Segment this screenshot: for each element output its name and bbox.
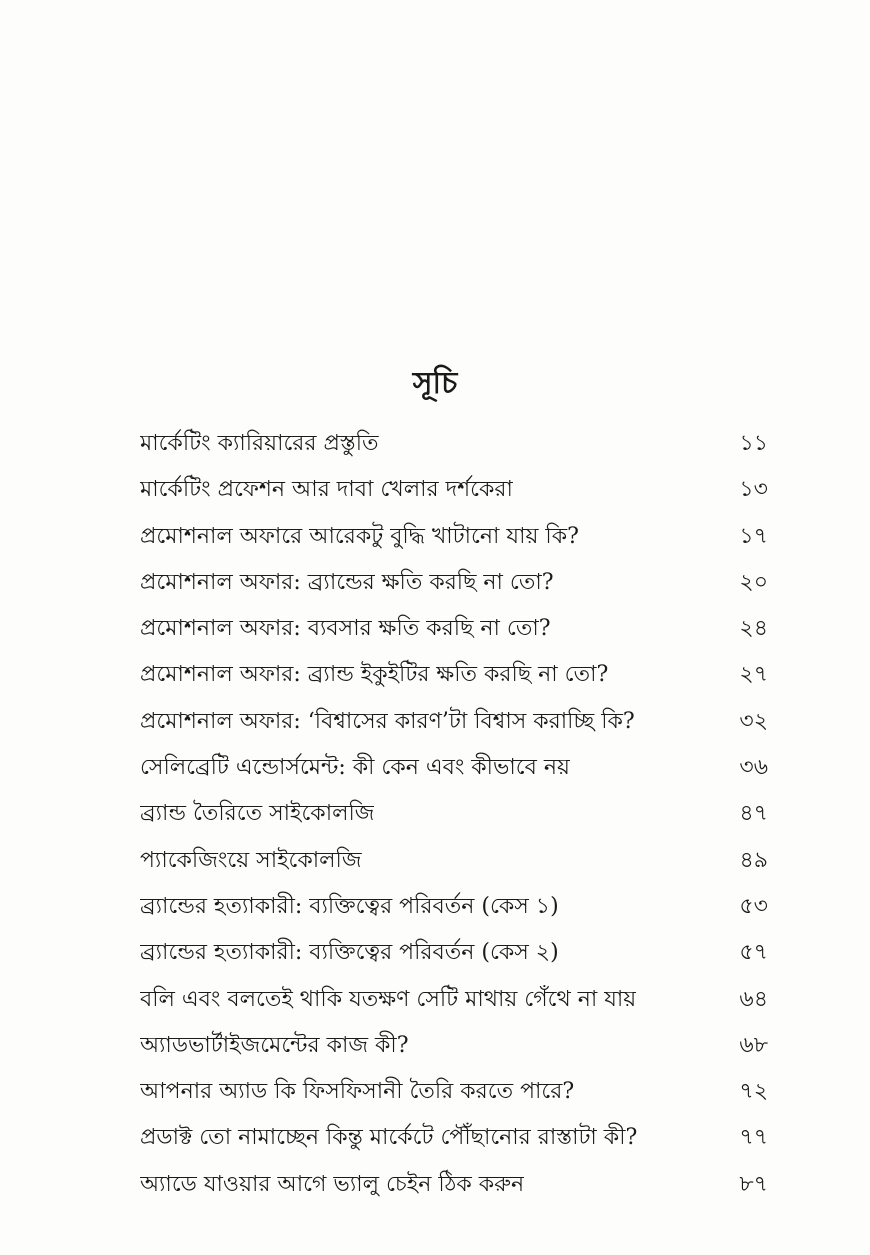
toc-entry [140,1162,768,1208]
toc-entry-page: ৩২ [739,708,768,734]
toc-entry [140,514,768,560]
toc-entry [140,1115,768,1161]
toc-entry-title: অ্যাডভার্টাইজমেন্টের কাজ কী? [140,1032,409,1058]
toc-entry [140,421,768,467]
toc-entry-title: প্রমোশনাল অফারে আরেকটু বুদ্ধি খাটানো যায় কি? [140,523,579,549]
toc-entry-page: ২৪ [739,616,768,642]
toc-entry-title: প্রমোশনাল অফার: ব্র্যান্ডের ক্ষতি করছি না তো? [140,569,554,595]
toc-entry-title: অ্যাডে যাওয়ার আগে ভ্যালু চেইন ঠিক করুন [140,1171,525,1197]
toc-entry-title: বলি এবং বলতেই থাকি যতক্ষণ সেটি মাথায় গেঁথে না যায় [140,986,637,1012]
toc-entry-page: ৬৮ [739,1032,768,1058]
toc-entry-page: ২৭ [739,662,768,688]
toc-entry-page: ২০ [739,569,768,595]
toc-entry-page: ৪৭ [739,801,768,827]
toc-entry [140,606,768,652]
toc-entry [140,1069,768,1115]
toc-entry [140,699,768,745]
toc-entry [140,977,768,1023]
toc-entry-page: ৩৬ [739,755,768,781]
toc-entry-page: ১১ [739,431,768,456]
toc-entry [140,652,768,698]
toc-entry [140,838,768,884]
toc-entry-title: প্রমোশনাল অফার: ব্যবসার ক্ষতি করছি না তো? [140,616,551,642]
toc-entry-title: প্রডাক্ট তো নামাচ্ছেন কিন্তু মার্কেটে পৌঁছানোর রাস্তাটা কী? [140,1125,638,1151]
toc-entry-title: মার্কেটিং প্রফেশন আর দাবা খেলার দর্শকেরা [140,477,513,503]
toc-entry [140,791,768,837]
toc-entry [140,1023,768,1069]
toc-entry [140,467,768,513]
toc-entry-page: ৬৪ [739,986,768,1012]
toc-entry-title: প্রমোশনাল অফার: ব্র্যান্ড ইকুইটির ক্ষতি করছি না তো? [140,662,609,688]
toc-entry-title: আপনার অ্যাড কি ফিসফিসানী তৈরি করতে পারে? [140,1079,575,1105]
toc-list [140,421,768,1208]
toc-entry-page: ৭৭ [739,1125,768,1151]
toc-entry-title: প্রমোশনাল অফার: ‘বিশ্বাসের কারণ’টা বিশ্বাস করাচ্ছি কি? [140,708,635,734]
toc-entry-title: মার্কেটিং ক্যারিয়ারের প্রস্তুতি [140,431,379,456]
toc-entry [140,560,768,606]
toc-heading: সূচি [412,366,458,402]
toc-entry-page: ৫৭ [739,940,768,966]
toc-entry-title: প্যাকেজিংয়ে সাইকোলজি [140,847,362,873]
toc-entry-page: ৪৯ [739,847,768,873]
toc-entry-title: ব্র্যান্ড তৈরিতে সাইকোলজি [140,801,375,827]
toc-entry-title: ব্র্যান্ডের হত্যাকারী: ব্যক্তিত্বের পরিবর্তন (কেস ২) [140,940,559,966]
toc-entry-title: সেলিব্রেটি এন্ডোর্সমেন্ট: কী কেন এবং কীভাবে নয় [140,755,570,781]
toc-entry-page: ১৩ [739,477,768,503]
toc-entry-page: ৫৩ [739,893,768,919]
toc-entry-page: ১৭ [739,523,768,549]
toc-entry-page: ৭২ [739,1079,768,1105]
toc-entry [140,930,768,976]
toc-entry [140,745,768,791]
toc-entry [140,884,768,930]
toc-entry-page: ৮৭ [739,1171,768,1197]
toc-entry-title: ব্র্যান্ডের হত্যাকারী: ব্যক্তিত্বের পরিবর্তন (কেস ১) [140,893,559,919]
